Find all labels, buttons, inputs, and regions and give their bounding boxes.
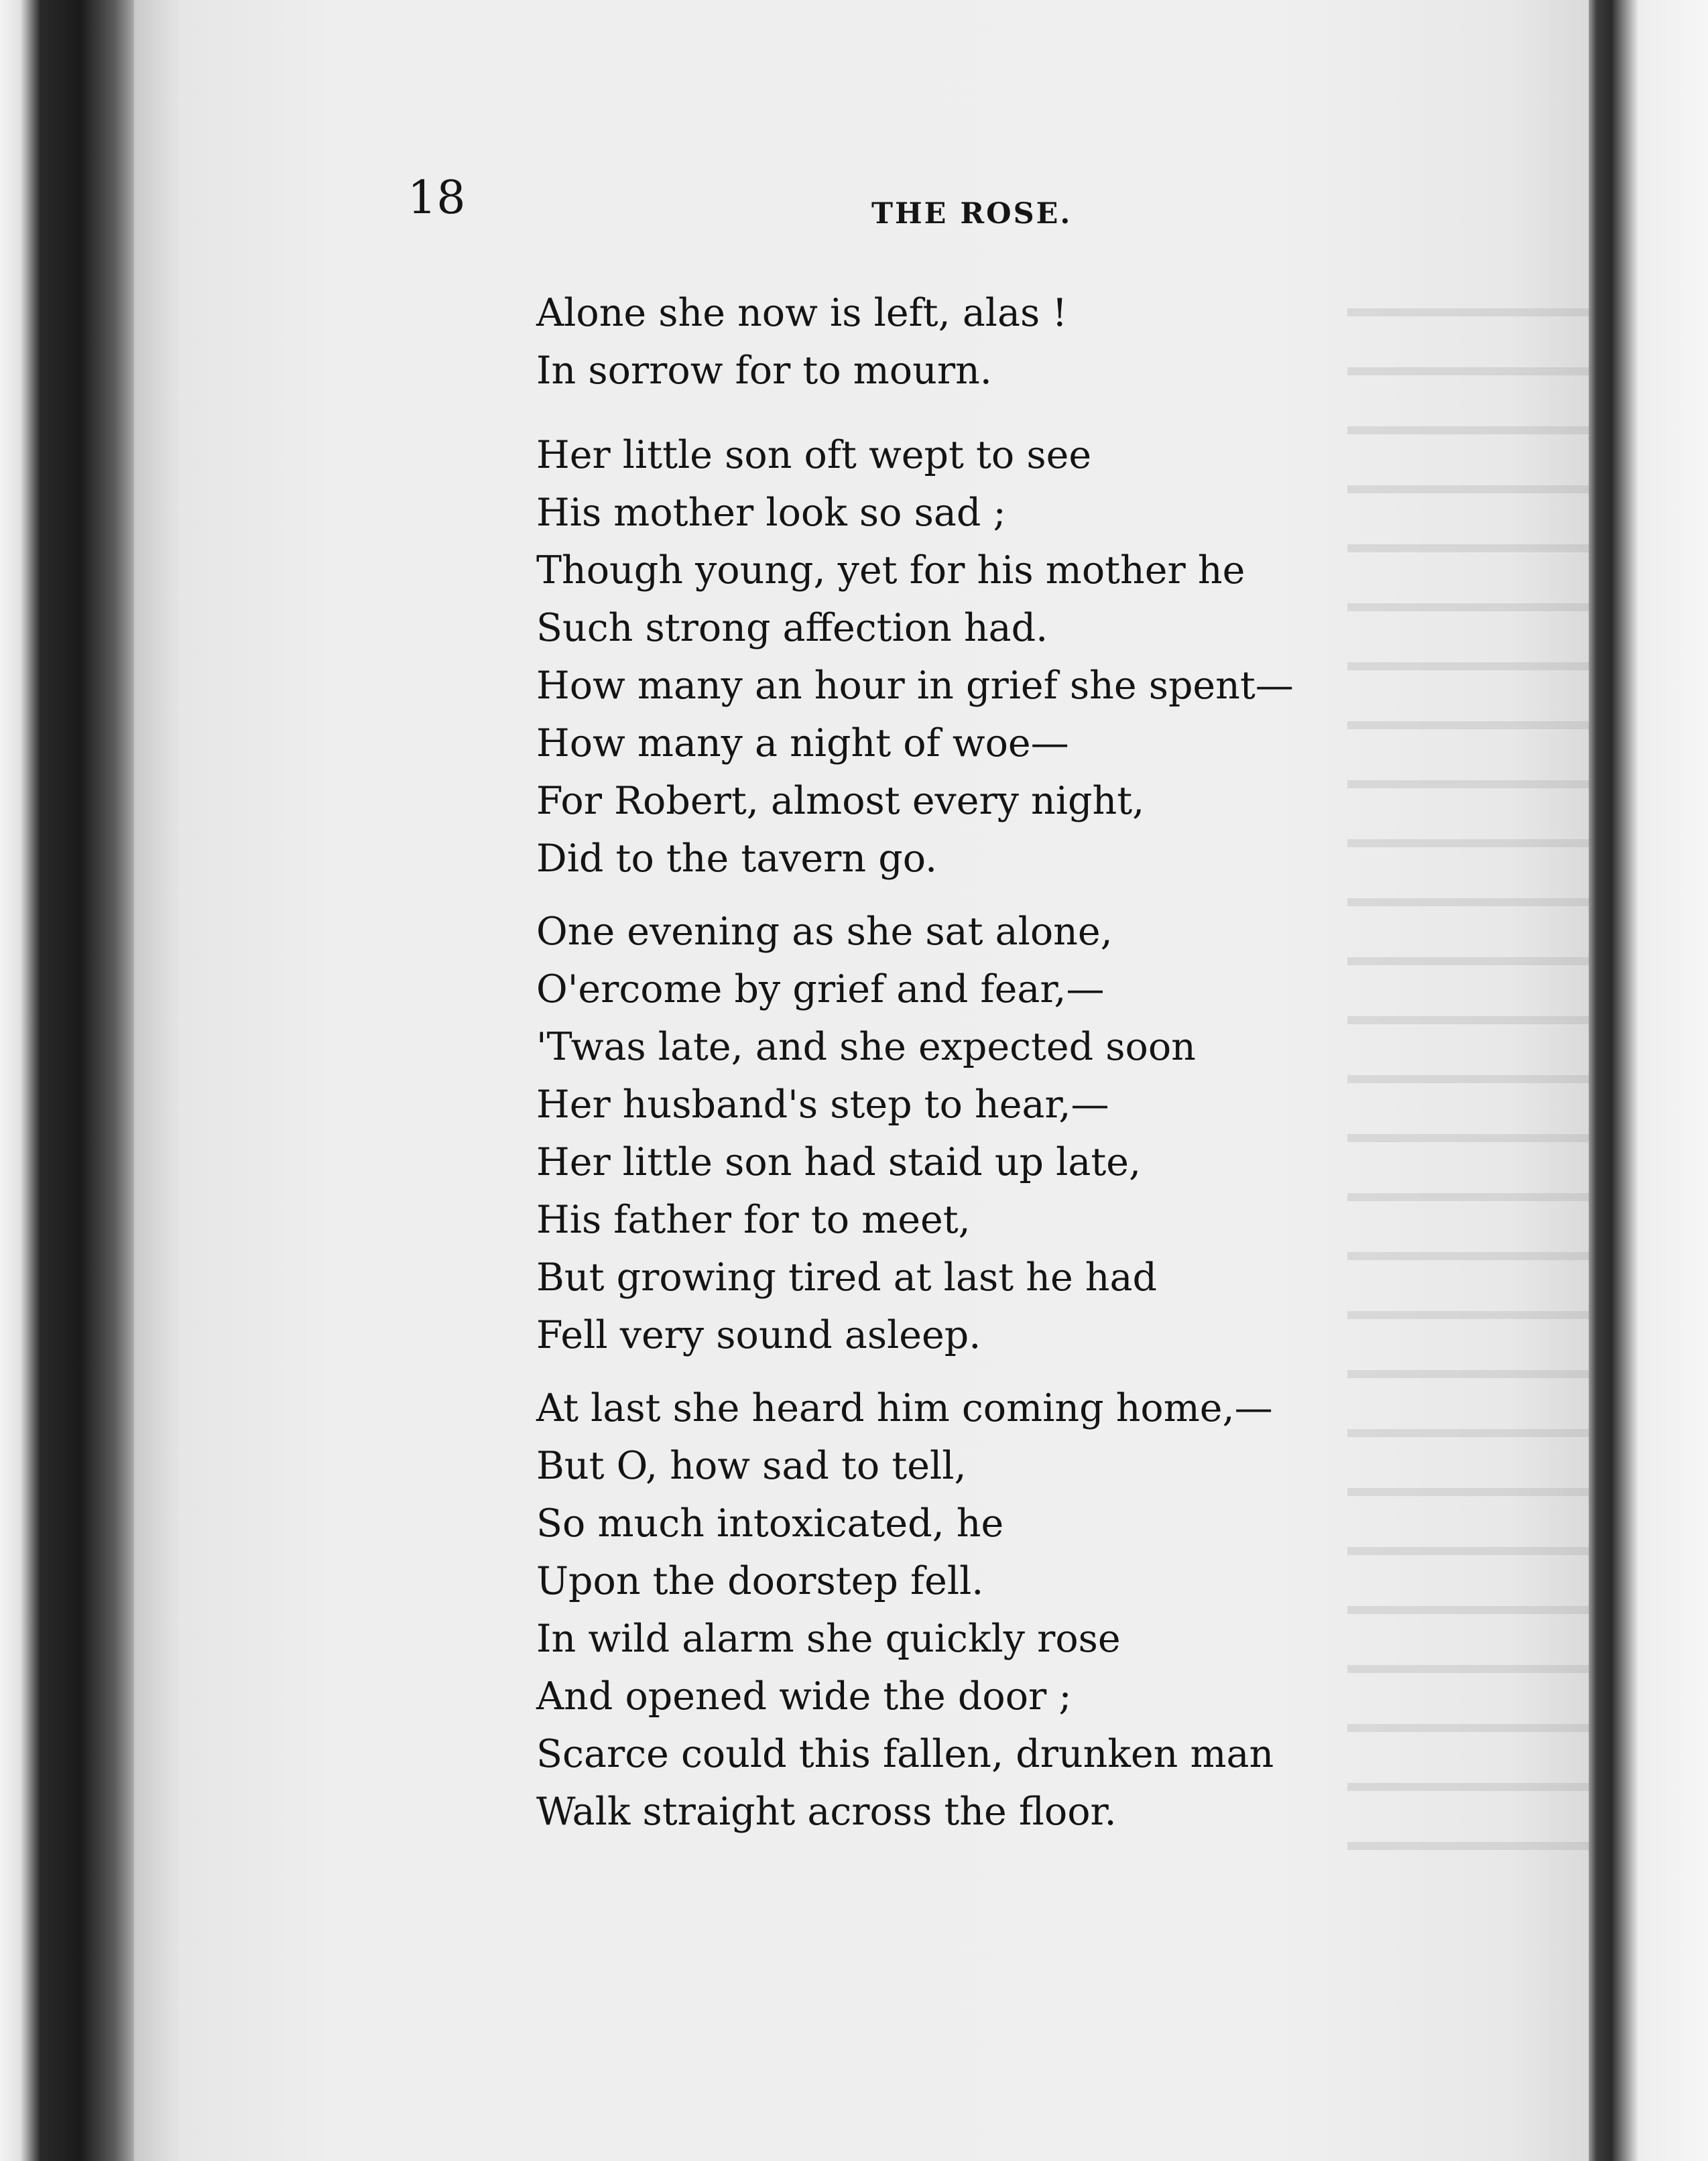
verse-line: Her husband's step to hear,— (536, 1083, 1109, 1127)
verse-line: Did to the tavern go. (536, 837, 938, 881)
verse-line: Fell very sound asleep. (536, 1313, 981, 1357)
verse-line: And opened wide the door ; (536, 1674, 1072, 1719)
verse-line: Her little son had staid up late, (536, 1140, 1142, 1184)
verse-line: His mother look so sad ; (536, 491, 1006, 535)
stanza-3 (536, 903, 1196, 1364)
verse-line: O'ercome by grief and fear,— (536, 967, 1105, 1011)
stanza-4 (536, 1379, 1274, 1841)
verse-line: For Robert, almost every night, (536, 779, 1145, 823)
book-binding (0, 0, 141, 2161)
verse-line: How many a night of woe— (536, 721, 1069, 765)
show-through-text (1347, 282, 1589, 1890)
verse-line: Upon the doorstep fell. (536, 1559, 984, 1603)
verse-line: How many an hour in grief she spent— (536, 664, 1294, 708)
verse-line: But growing tired at last he had (536, 1255, 1157, 1300)
page-fold-edge (1589, 0, 1708, 2161)
page-number: 18 (408, 172, 466, 225)
verse-line: His father for to meet, (536, 1198, 971, 1242)
verse-line: One evening as she sat alone, (536, 910, 1113, 954)
verse-line: At last she heard him coming home,— (536, 1386, 1273, 1430)
verse-line: Such strong affection had. (536, 606, 1048, 650)
verse-line: Alone she now is left, alas ! (536, 291, 1068, 335)
running-head: THE ROSE. (871, 197, 1073, 231)
stanza-2 (536, 426, 1294, 887)
verse-line: In sorrow for to mourn. (536, 349, 992, 393)
verse-line: Walk straight across the floor. (536, 1790, 1117, 1834)
verse-line: 'Twas late, and she expected soon (536, 1025, 1196, 1069)
stanza-1 (536, 284, 1067, 399)
verse-line: In wild alarm she quickly rose (536, 1617, 1121, 1661)
verse-line: So much intoxicated, he (536, 1501, 1004, 1546)
verse-line: Her little son oft wept to see (536, 433, 1092, 477)
verse-line: But O, how sad to tell, (536, 1444, 967, 1488)
verse-line: Scarce could this fallen, drunken man (536, 1732, 1274, 1776)
verse-line: Though young, yet for his mother he (536, 548, 1245, 593)
